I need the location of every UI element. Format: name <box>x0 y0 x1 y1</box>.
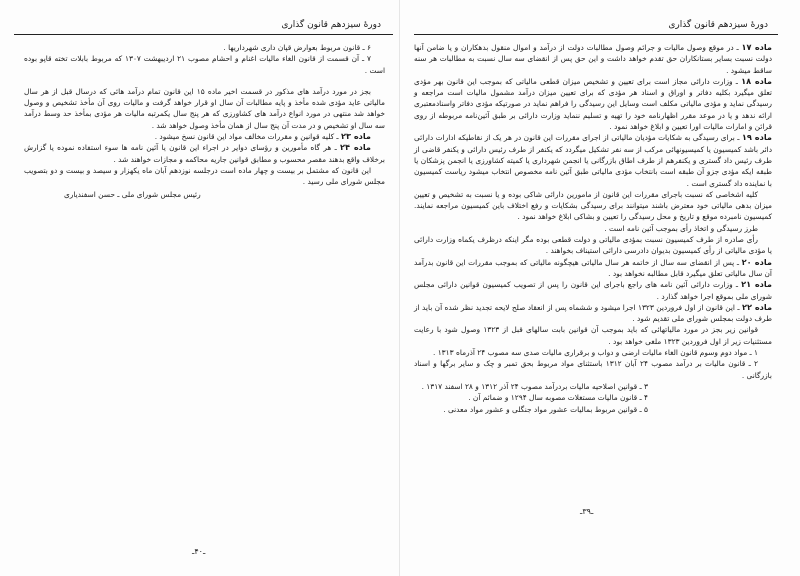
article-24 <box>24 142 385 165</box>
article-text: ـ پس از انقضای سه سال از خاتمه هر سال مالیاتی هیچگونه مالیاتی که بموجب مقررات این قانون بدرآمد آن سال مالیاتی تعلق میگیرد قابل مطالبه نخواهد بود . <box>414 257 772 278</box>
body-paragraph: رأی صادره از طرف کمیسیون نسبت بمؤدی مالیاتی و دولت قطعی بوده مگر اینکه درظرف یکماه وزارت دارائی یا مؤدی مالیاتی از رأی کمیسیون بدیوان دادرسی دارائی استیناف بخواهند . <box>414 235 772 256</box>
article-17 <box>414 42 772 76</box>
article-label: ماده ۲۰ <box>741 256 772 267</box>
article-text: ـ این قانون از اول فروردین ۱۳۲۳ اجرا میشود و ششماه پس از انعقاد صلح لایحه تجدید نظر شده آن باید از طرف دولت بمجلس شورای ملی تقدیم شود . <box>414 302 772 324</box>
article-label: ماده ۲۲ <box>741 301 773 312</box>
list-item: ۴ ـ قانون مالیات مستغلات مصوبه سال ۱۲۹۴ و ضمائم آن . <box>468 393 648 403</box>
enactment-paragraph: این قانون که مشتمل بر بیست و چهار ماده است درجلسه نوزدهم آبان ماه یکهزار و سیصد و بیست و دو بتصویب مجلس شورای ملی رسید . <box>24 165 385 187</box>
article-label: ماده ۲۳ <box>340 131 371 142</box>
article-21 <box>414 279 772 302</box>
article-label: ماده ۲۱ <box>741 279 773 290</box>
header-rule <box>14 34 393 35</box>
signatory: رئیس مجلس شورای ملی ـ حسن اسفندیاری <box>64 189 201 199</box>
header-rule <box>414 34 778 35</box>
list-item: ۳ ـ قوانین اصلاحیه مالیات بردرآمد مصوب ۲۴ آذر ۱۳۱۲ و ۲۸ اسفند ۱۳۱۷ . <box>421 381 648 391</box>
article-20 <box>414 257 772 280</box>
signature-row <box>24 189 385 200</box>
body-paragraph: قوانین زیر بجز در مورد مالیاتهائی که باید بموجب آن قوانین بابت سالهای قبل از ۱۳۲۳ وصول شود با رعایت مستثنیات زیر از اول فروردین ۱۳۲۳ ملغی خواهد بود . <box>414 325 772 346</box>
page-right <box>400 0 800 576</box>
list-item: ۷ ـ آن قسمت از قانون الغاء مالیات اغنام و احشام مصوب ۲۱ اردیبهشت ۱۳۰۷ که مربوط بابلات تخته قاپو بوده است . <box>24 54 385 75</box>
list-item: ۵ ـ قوانین مربوط بمالیات عشور مواد جنگلی و عشور مواد معدنی . <box>443 404 648 414</box>
article-label: ماده ۱۷ <box>741 42 772 52</box>
article-18 <box>414 76 772 132</box>
article-text: ـ برای رسیدگی به شکایات مؤدیان مالیاتی از اجرای مقررات این قانون در هر یک از نقاطیکه ادارات دارائی دائر باشد کمیسیون یا کمیسیونهائی مرکب از سه نفر تشکیل میگردد که یکنفر از طرف رئیس دارائی و یکنفر قاضی از طرف رئیس داد گستری و یکنفرهم از طرف اطاق بازرگانی یا انجمن شهرداری یا کمیته کشاورزی یا انجمن پزشکان یا طبقه ایکه مؤدی جزو آن طبقه است بانتخاب مؤدی مالیاتی طبق آئین نامه مخصوص انتخاب میشود ریاست کمیسیون با نماینده داد گستری است . <box>414 133 772 188</box>
article-19 <box>414 132 772 188</box>
list-item: ۶ ـ قانون مربوط بعوارض قپان داری شهرداریها . <box>223 43 371 52</box>
repealed-laws-list <box>414 381 662 415</box>
article-text: ـ در موقع وصول مالیات و جرائم وصول مطالبات دولت از درآمد و اموال منقول بدهکاران و یا ضامن آنها دولت نسبت بسایر بستانکاران حق تقدم خواهد داشت و این حق پس از انقضای سه سال نسبت به مطالبات هر سنه ساقط میشود . <box>414 43 772 75</box>
body-paragraph: بجز در مورد درآمد های مذکور در قسمت اخیر ماده ۱۵ این قانون تمام درآمد هائی که درسال قبل از هر سال مالیاتی عاید مؤدی شده مأخذ و پایه مطالبات آن سال او قرار خواهد گرفت و مالیات روی آن مأخذ تشخیص و وصول خواهد شد منتهی در مورد انواع درآمد های کشاورزی که هر پنج سال یکمرتبه مالیات هر مؤدی بمأخذ حد وسط درآمد سه سال او تشخیص و در مدت آن پنج سال از همان مأخذ وصول خواهد شد . <box>24 86 385 130</box>
article-text: ـ وزارت دارائی آئین نامه های راجع باجرای این قانون را پس از تصویب کمیسیون قوانین دارائی مجلس شورای ملی بموقع اجرا خواهد گذارد . <box>414 280 772 301</box>
body-paragraph: کلیه اشخاصی که نسبت باجرای مقررات این قانون از مامورین دارائی شاکی بوده و یا نسبت به تشخیص و تعیین میزان بدهی مالیاتی خود معترض باشند میتوانند برای رسیدگی بشکایات و رفع اختلاف باین کمیسیون مراجعه نمایند. کمیسیون نامبرده موقع و تاریخ و محل رسیدگی را تعیین و بشاکی ابلاغ خواهد نمود . <box>414 189 772 222</box>
body-paragraph: طرز رسیدگی و اتخاذ رأی بموجب آئین نامه است . <box>604 223 758 233</box>
page-number: ـ۴۰ـ <box>192 547 206 556</box>
page-body <box>24 42 385 200</box>
article-22 <box>414 302 772 325</box>
list-item: ۲ ـ قانون مالیات بر درآمد مصوب ۲۴ آبان ۱۳۱۲ باستثنای مواد مربوط بحق تمبر و چک و سایر برگها و اسناد بازرگانی . <box>414 359 772 380</box>
list-item: ۱ ـ مواد دوم وسوم قانون الغاء مالیات ارضی و دواب و برقراری مالیات صدی سه مصوب ۲۴ آذرماه ۱۳۱۳ . <box>433 348 758 358</box>
article-label: ماده ۲۴ <box>340 142 372 153</box>
article-text: ـ کلیه قوانین و مقررات مخالف مواد این قانون نسخ میشود . <box>154 132 339 142</box>
article-text: ـ وزارت دارائی مجاز است برای تعیین و تشخیص میزان قطعی مالیاتی که بموجب این قانون بهر مؤدی تعلق میگیرد بکلیه دفاتر و اوراق و اسناد هر مؤدی که برای تعیین میزان درآمد مشمول مالیات است مراجعه و رسیدگی نماید و مؤدی مالیاتی مکلف است وسایل این رسیدگی را فراهم نماید در صورتیکه مؤدی دفاتر واسنادمعتبری ارائه ندهد و یا در موعد مقرر اظهارنامه خود را تهیه و تسلیم ننماید وزارت دارائی بر طبق آئین‌نامه مربوطه از روی قرائن و امارات مالیات اورا تعیین و ابلاغ خواهد نمود . <box>414 76 772 132</box>
spacer <box>24 76 385 86</box>
article-23 <box>24 131 385 142</box>
running-head: دورهٔ سیزدهم قانون گذاری <box>668 20 768 30</box>
page-number: ـ۳۹ـ <box>580 507 594 516</box>
page-body <box>414 42 772 415</box>
article-label: ماده ۱۹ <box>741 132 772 143</box>
article-text: ـ هر گاه مأمورین و رؤسای دوایر در اجراء این قانون یا آئین نامه ها سوء استفاده نموده یا گزارش برخلاف واقع بدهند مقصر محسوب و مطابق قوانین جاریه محاکمه و مجازات خواهند شد . <box>24 143 385 164</box>
running-head: دورهٔ سیزدهم قانون گذاری <box>281 20 381 30</box>
article-label: ماده ۱۸ <box>741 75 772 86</box>
